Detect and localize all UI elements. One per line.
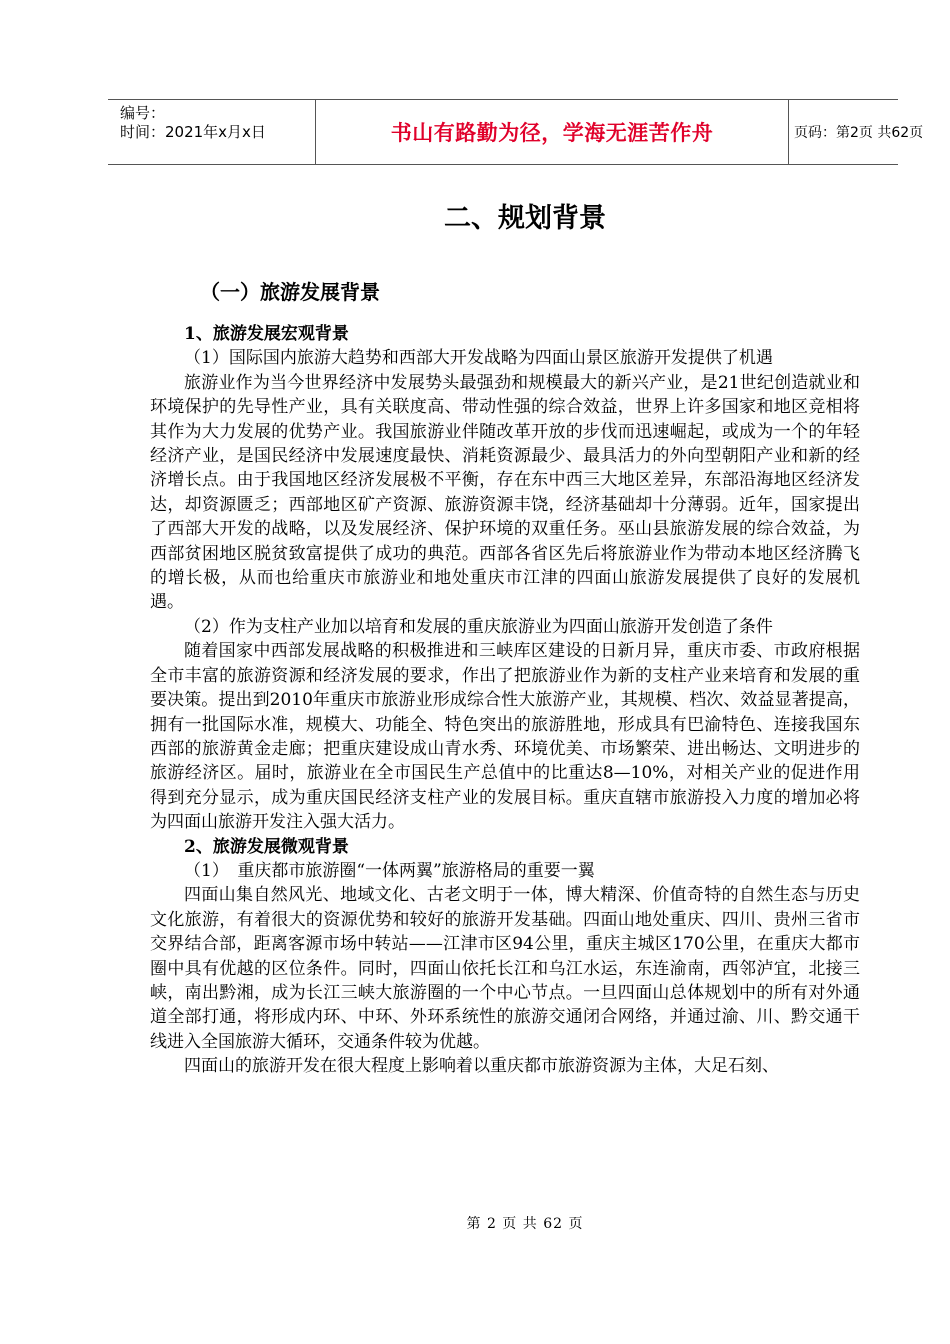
subsection-heading: 1、旅游发展宏观背景: [184, 324, 349, 344]
paragraph: 旅游业作为当今世界经济中发展势头最强劲和规模最大的新兴产业，是21世纪创造就业和环境保护的先导性产业，具有关联度高、带动性强的综合效益，世界上许多国家和地区竞相将其作为大力发展的优势产业。我国旅游业伴随改革开放的步伐而迅速崛起，或成为一个的年轻经济产业，是国民经济中发展速度最快、消耗资源最少、最具活力的外向型朝阳产业和新的经济增长点。由于我国地区经济发展极不平衡，存在东中西三大地区差异，东部沿海地区经济发达，却资源匮乏；西部地区矿产资源、旅游资源丰饶，经济基础却十分薄弱。近年，国家提出了西部大开发的战略，以及发展经济、保护环境的双重任务。巫山县旅游发展的综合效益，为西部贫困地区脱贫致富提供了成功的典范。西部各省区先后将旅游业作为带动本地区经济腾飞的增长极，从而也给重庆市旅游业和地处重庆市江津的四面山旅游发展提供了良好的发展机遇。: [150, 372, 860, 613]
number-label: 编号：: [120, 104, 166, 122]
page-header: [108, 99, 924, 165]
item-heading: （1） 重庆都市旅游圈“一体两翼”旅游格局的重要一翼: [184, 860, 595, 881]
header-page-label: 页码：第2页 共62页: [794, 125, 924, 141]
paragraph: 随着国家中西部发展战略的积极推进和三峡库区建设的日新月异，重庆市委、市政府根据全市丰富的旅游资源和经济发展的要求，作出了把旅游业作为新的支柱产业来培育和发展的重要决策。提出到2010年重庆市旅游业形成综合性大旅游产业，其规模、档次、效益显著提高，拥有一批国际水准，规模大、功能全、特色突出的旅游胜地，形成具有巴渝特色、连接我国东西部的旅游黄金走廊；把重庆建设成山青水秀、环境优美、市场繁荣、进出畅达、文明进步的旅游经济区。届时，旅游业在全市国民生产总值中的比重达8—10%，对相关产业的促进作用得到充分显示，成为重庆国民经济支柱产业的发展目标。重庆直辖市旅游投入力度的增加必将为四面山旅游开发注入强大活力。: [150, 641, 860, 833]
page-title: 二、规划背景: [444, 203, 606, 234]
subsection-heading: 2、旅游发展微观背景: [184, 836, 349, 857]
item-heading: （2）作为支柱产业加以培育和发展的重庆旅游业为四面山旅游开发创造了条件: [184, 616, 773, 637]
header-motto: 书山有路勤为径，学海无涯苦作舟: [316, 100, 789, 164]
header-meta: [108, 100, 316, 164]
paragraph: 四面山集自然风光、地域文化、古老文明于一体，博大精深、价值奇特的自然生态与历史文化旅游，有着很大的资源优势和较好的旅游开发基础。四面山地处重庆、四川、贵州三省市交界结合部，距离客源市场中转站——江津市区94公里，重庆主城区170公里，在重庆大都市圈中具有优越的区位条件。同时，四面山依托长江和乌江水运，东连渝南，西邻泸宜，北接三峡，南出黔湘，成为长江三峡大旅游圈的一个中心节点。一旦四面山总体规划中的所有对外通道全部打通，将形成内环、中环、外环系统性的旅游交通闭合网络，并通过渝、川、黔交通干线进入全国旅游大循环，交通条件较为优越。: [150, 885, 860, 1052]
document-body: [150, 322, 860, 1079]
time-label: 时间：2021年x月x日: [120, 123, 266, 141]
section-heading: （一）旅游发展背景: [200, 280, 380, 304]
paragraph: 四面山的旅游开发在很大程度上影响着以重庆都市旅游资源为主体，大足石刻、: [184, 1056, 779, 1077]
item-heading: （1）国际国内旅游大趋势和西部大开发战略为四面山景区旅游开发提供了机遇: [184, 348, 773, 369]
page-footer: 第 2 页 共 62 页: [466, 1216, 584, 1232]
